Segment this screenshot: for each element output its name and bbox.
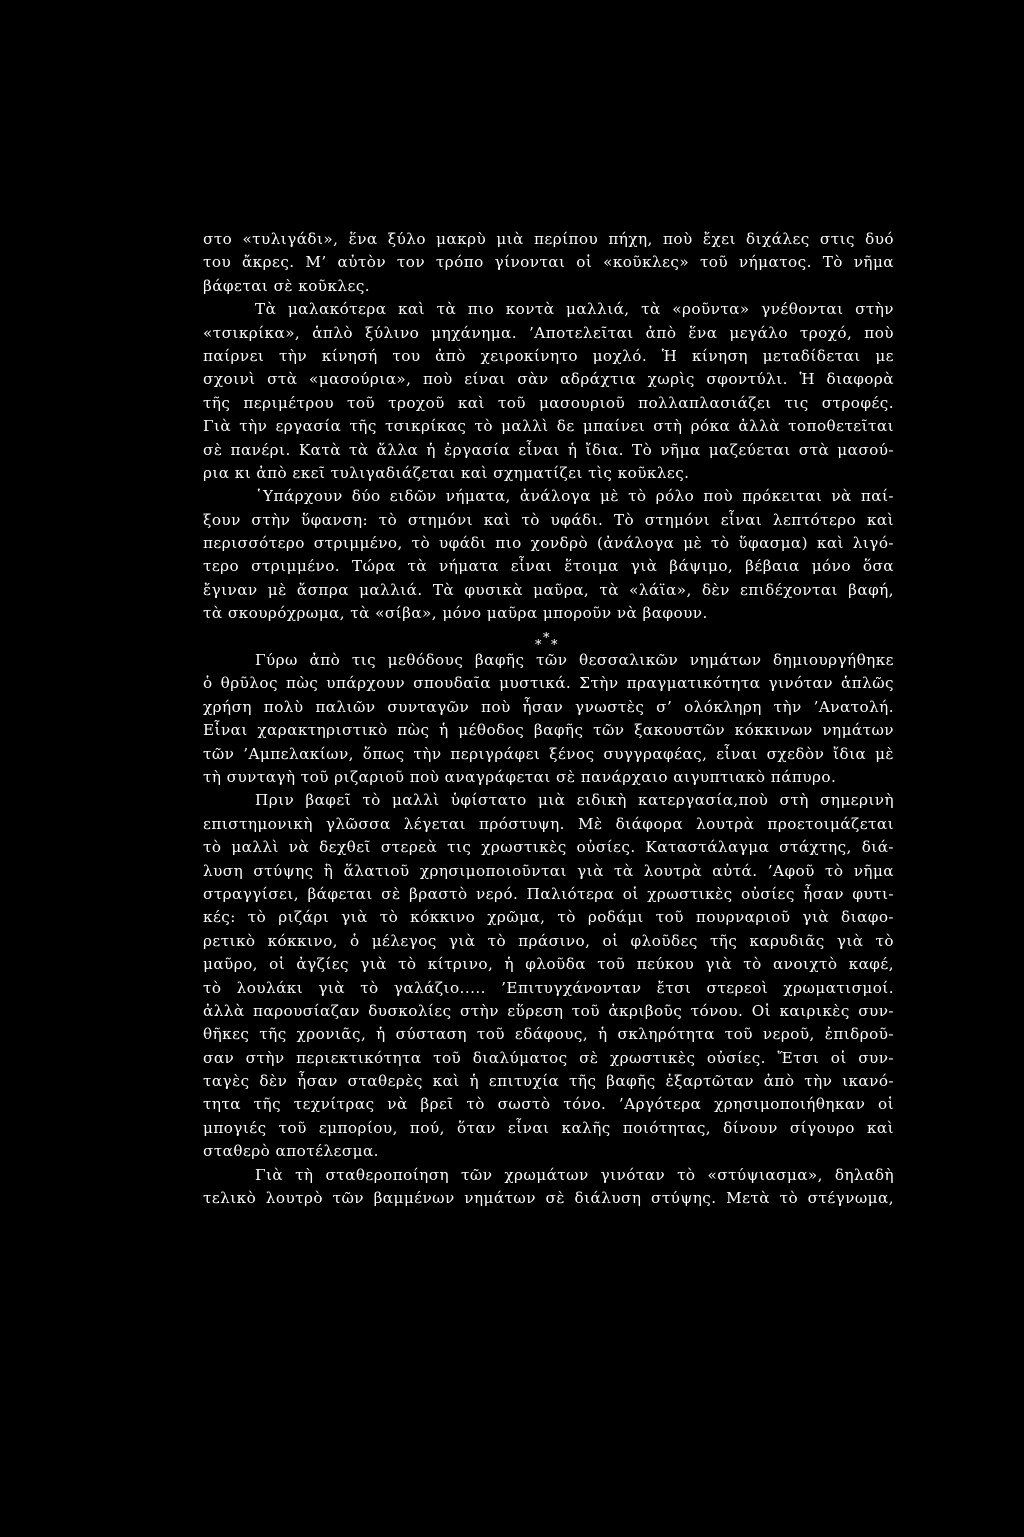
asterism-star: * (551, 637, 558, 653)
text-line: του ἄκρες. Μ’ αὐτὸν τον τρόπο γίνονται οἱ «κοῦκλες» τοῦ νήματος. Τὸ νῆμα (203, 253, 894, 272)
text-line: χρήση πολὺ παλιῶν συνταγῶν ποὺ ἦσαν γνωστὲς σ’ ολόκληρη τὴν ’Ανατολή. (203, 697, 894, 716)
text-line: Γιὰ τὴν εργασία τῆς τσικρίκας τὸ μαλλὶ δε μπαίνει στὴ ρόκα ἀλλὰ τοποθετεῖται (203, 417, 894, 436)
text-line: στο «τυλιγάδι», ἕνα ξύλο μακρὺ μιὰ περίπου πήχη, ποὺ ἔχει διχάλες στις δυό (203, 230, 894, 248)
text-line: ἔγιναν μὲ ἄσπρα μαλλιά. Τὰ φυσικὰ μαῦρα, τὰ «λάϊα», δὲν επιδέχονται βαφή, (203, 580, 894, 599)
paragraph-start-line: Πριν βαφεῖ τὸ μαλλὶ ὑφίστατο μιὰ ειδικὴ κατεργασία,ποὺ στὴ σημερινὴ (255, 791, 894, 810)
text-line: τῆς περιμέτρου τοῦ τροχοῦ καὶ τοῦ μασουριοῦ πολλαπλασιάζει τις στροφές. (203, 393, 894, 412)
text-line: σὲ πανέρι. Κατὰ τὰ ἄλλα ἡ ἐργασία εἶναι ἡ ἴδια. Τὸ νῆμα μαζεύεται στὰ μασού- (203, 440, 894, 459)
text-line: τὸ λουλάκι γιὰ τὸ γαλάζιο..... ’Επιτυγχάνονταν ἔτσι στερεοὶ χρωματισμοί. (203, 978, 894, 997)
text-line: ρια κι ἀπὸ εκεῖ τυλιγαδιάζεται καὶ σχηματίζει τὶς κοῦκλες. (203, 463, 690, 482)
text-line: τητα τῆς τεχνίτρας νὰ βρεῖ τὸ σωστὸ τόνο. ’Αργότερα χρησιμοποιήθηκαν οἱ (203, 1095, 894, 1114)
text-line: περισσότερο στριμμένο, τὸ υφάδι πιο χονδρὸ (ἀνάλογα μὲ τὸ ὕφασμα) καὶ λιγό- (203, 534, 894, 553)
text-line: σχοινὶ στὰ «μασούρια», ποὺ είναι σὰν αδράχτια χωρὶς σφοντύλι. Ἡ διαφορὰ (203, 370, 894, 389)
asterism-star: * (535, 637, 542, 653)
text-line: ταγὲς δὲν ἦσαν σταθερὲς καὶ ἡ επιτυχία τῆς βαφῆς ἐξαρτῶταν ἀπὸ τὴν ικανό- (203, 1072, 894, 1091)
text-line: κές: τὸ ριζάρι γιὰ τὸ κόκκινο χρῶμα, τὸ ροδάμι τοῦ πουρναριοῦ γιὰ διαφο- (203, 908, 894, 927)
text-line: βάφεται σὲ κοῦκλες. (203, 276, 371, 295)
text-line: τὴ συνταγὴ τοῦ ριζαριοῦ ποὺ αναγράφεται σὲ πανάρχαιο αιγυπτιακὸ πάπυρο. (203, 767, 837, 786)
asterism-divider (203, 626, 894, 653)
paragraph-start-line: Γιὰ τὴ σταθεροποίηση τῶν χρωμάτων γινόταν τὸ «στύψιασμα», δηλαδὴ (255, 1165, 894, 1184)
text-line: τὰ σκουρόχρωμα, τὰ «σίβα», μόνο μαῦρα μποροῦν νὰ βαφουν. (203, 604, 708, 623)
paragraph-start-line: ῾Υπάρχουν δύο ειδῶν νήματα, ἀνάλογα μὲ τὸ ρόλο ποὺ πρόκειται νὰ παί- (255, 487, 894, 506)
text-line: ἀλλὰ παρουσίαζαν δυσκολίες στὴν εὕρεση τοῦ ἀκριβοῦς τόνου. Οἱ καιρικὲς συν- (203, 1001, 894, 1020)
text-line: μπογιές τοῦ εμπορίου, πού, ὅταν εἶναι καλῆς ποιότητας, δίνουν σίγουρο καὶ (203, 1118, 894, 1137)
text-line: «τσικρίκα», ἁπλὸ ξύλινο μηχάνημα. ’Αποτελεῖται ἀπὸ ἕνα μεγάλο τροχό, ποὺ (203, 323, 894, 342)
text-line: λυση στύψης ἢ ἅλατιοῦ χρησιμοποιοῦνται γιὰ τὰ λουτρὰ αὐτά. ’Αφοῦ τὸ νῆμα (203, 861, 894, 880)
paragraph-start-line: Τὰ μαλακότερα καὶ τὰ πιο κοντὰ μαλλιά, τὰ «ροῦντα» γνέθονται στὴν (255, 300, 894, 319)
text-line: παίρνει τὴν κίνησή του ἀπὸ χειροκίνητο μοχλό. Ἡ κίνηση μεταδίδεται με (203, 346, 894, 365)
text-line: στραγγίσει, βάφεται σὲ βραστὸ νερό. Παλιότερα οἱ χρωστικὲς οὐσίες ἦσαν φυτι- (203, 884, 894, 903)
text-line: Εἶναι χαρακτηριστικὸ πὼς ἡ μέθοδος βαφῆς τῶν ξακουστῶν κόκκινων νημάτων (203, 721, 894, 740)
text-line: σταθερὸ αποτέλεσμα. (203, 1142, 379, 1161)
text-line: ρετικὸ κόκκινο, ὁ μέλεγος γιὰ τὸ πράσινο, οἱ φλοῦδες τῆς καρυδιᾶς γιὰ τὸ (203, 931, 894, 950)
text-line: ξουν στὴν ὕφανση: τὸ στημόνι καὶ τὸ υφάδι. Τὸ στημόνι εἶναι λεπτότερο καὶ (203, 510, 894, 529)
asterism-star: * (543, 630, 550, 646)
text-line: μαῦρο, οἱ ἀγζίες γιὰ τὸ κίτρινο, ἡ φλοῦδα τοῦ πεύκου γιὰ τὸ ανοιχτὸ καφέ, (203, 955, 894, 974)
text-line: τερο στριμμένο. Τώρα τὰ νήματα εἶναι ἕτοιμα γιὰ βάψιμο, βέβαια μόνο ὅσα (203, 557, 894, 576)
text-line: θῆκες τῆς χρονιᾶς, ἡ σύσταση τοῦ εδάφους, ἡ σκληρότητα τοῦ νεροῦ, ἐπιδροῦ- (203, 1025, 894, 1044)
text-line: σαν στὴν περιεκτικότητα τοῦ διαλύματος σὲ χρωστικὲς οὐσίες. Ἔτσι οἱ συν- (203, 1048, 894, 1067)
text-line: ὁ θρῦλος πὼς υπάρχουν σπουδαῖα μυστικά. Στὴν πραγματικότητα γινόταν ἁπλῶς (203, 674, 894, 693)
paragraph-start-line: Γύρω ἀπὸ τις μεθόδους βαφῆς τῶν θεσσαλικῶν νημάτων δημιουργήθηκε (255, 651, 894, 670)
document-page (203, 228, 894, 1210)
text-line: επιστημονικὴ γλῶσσα λέγεται πρόστυψη. Μὲ διάφορα λουτρὰ προετοιμάζεται (203, 814, 894, 833)
text-line: τὸ μαλλὶ νὰ δεχθεῖ στερεὰ τις χρωστικὲς οὐσίες. Καταστάλαγμα στάχτης, διά- (203, 838, 894, 857)
text-line: τελικὸ λουτρὸ τῶν βαμμένων νημάτων σὲ διάλυση στύψης. Μετὰ τὸ στέγνωμα, (203, 1189, 894, 1208)
text-line: τῶν ’Αμπελακίων, ὅπως τὴν περιγράφει ξένος συγγραφέας, εἶναι σχεδὸν ἴδια μὲ (203, 744, 894, 763)
